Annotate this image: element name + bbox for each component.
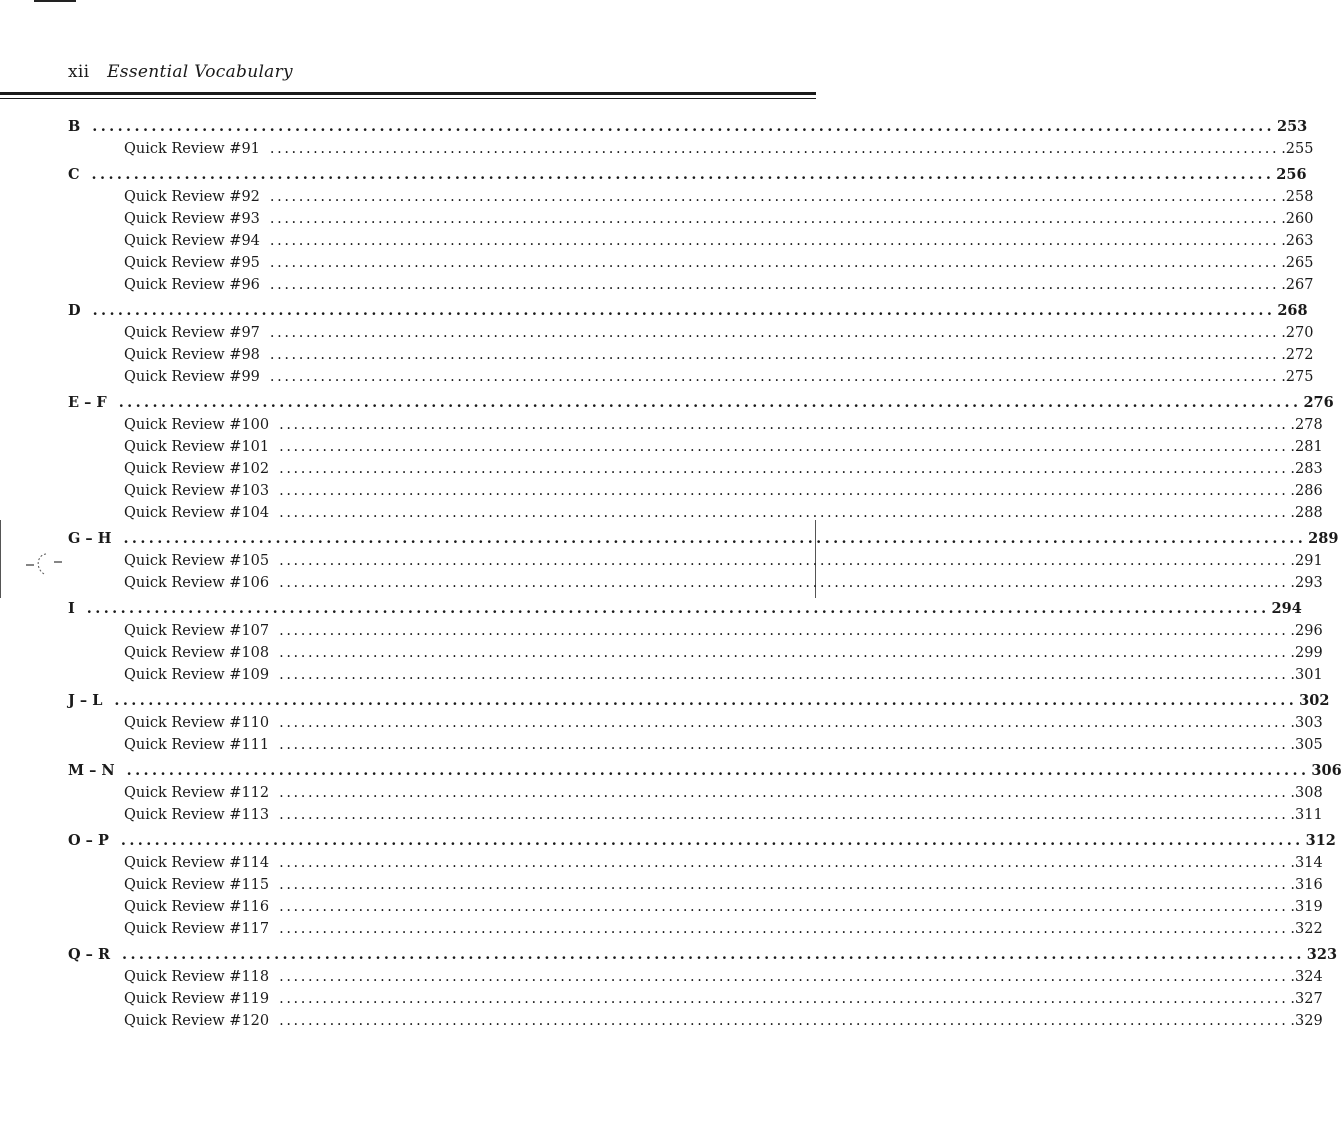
- dot-leader: ............................................................................................................................................: [123, 530, 1307, 547]
- toc-entry[interactable]: [68, 366, 1314, 388]
- toc-page-number: .272: [1281, 347, 1314, 363]
- header-rule-thin: [0, 98, 816, 99]
- toc-entry-label: Quick Review #110: [124, 715, 270, 731]
- toc-page-number: .301: [1290, 667, 1323, 683]
- toc-page-number: 312: [1305, 832, 1336, 849]
- toc-entry-label: Quick Review #92: [124, 189, 260, 205]
- toc-entry[interactable]: [68, 852, 1323, 874]
- dot-leader: ............................................................................................................................................: [92, 302, 1276, 319]
- dot-leader: ............................................................................................................................................: [269, 369, 1280, 385]
- toc-page-number: .303: [1290, 715, 1323, 731]
- toc-entry-label: Quick Review #94: [124, 233, 260, 249]
- toc-page-number: .305: [1290, 737, 1323, 753]
- toc-entry[interactable]: [68, 436, 1323, 458]
- toc-page-number: .293: [1290, 575, 1323, 591]
- toc-entry-label: Quick Review #117: [124, 921, 270, 937]
- dot-leader: ............................................................................................................................................: [279, 623, 1289, 639]
- toc-page-number: .299: [1290, 645, 1323, 661]
- toc-entry[interactable]: [68, 208, 1314, 230]
- toc-page-number: .288: [1290, 505, 1323, 521]
- dot-leader: ............................................................................................................................................: [279, 715, 1289, 731]
- book-title: Essential Vocabulary: [107, 62, 293, 82]
- toc-page-number: .311: [1290, 807, 1323, 823]
- dot-leader: ............................................................................................................................................: [279, 877, 1289, 893]
- toc-section: [68, 944, 1338, 1032]
- dot-leader: ............................................................................................................................................: [269, 233, 1280, 249]
- toc-page-number: .260: [1281, 211, 1314, 227]
- toc-page-number: .267: [1281, 277, 1314, 293]
- toc-entry[interactable]: [68, 414, 1323, 436]
- dot-leader: ............................................................................................................................................: [269, 277, 1280, 293]
- toc-page-number: .291: [1290, 553, 1323, 569]
- toc-entry-label: Quick Review #105: [124, 553, 270, 569]
- toc-section: [68, 598, 1323, 686]
- toc-entry-label: Quick Review #104: [124, 505, 270, 521]
- toc-page-number: .255: [1281, 141, 1314, 157]
- toc-section: [68, 830, 1336, 940]
- toc-page-number: .278: [1290, 417, 1323, 433]
- dot-leader: ............................................................................................................................................: [279, 737, 1289, 753]
- toc-entry[interactable]: [68, 502, 1323, 524]
- toc-entry[interactable]: [68, 804, 1323, 826]
- toc-section: [68, 164, 1314, 296]
- toc-page-number: .322: [1290, 921, 1323, 937]
- toc-page-number: .286: [1290, 483, 1323, 499]
- toc-page-number: .316: [1290, 877, 1323, 893]
- binder-hole-mark: [22, 548, 68, 578]
- toc-entry-label: Quick Review #96: [124, 277, 260, 293]
- toc-entry-label: Quick Review #95: [124, 255, 260, 271]
- toc-page-number: .296: [1290, 623, 1323, 639]
- toc-entry-label: Quick Review #111: [124, 737, 270, 753]
- toc-entry-label: Q – R: [68, 946, 111, 963]
- toc-entry[interactable]: [68, 734, 1323, 756]
- toc-entry-label: D: [68, 302, 81, 319]
- toc-page-number: 302: [1299, 692, 1330, 709]
- toc-entry-label: Quick Review #119: [124, 991, 270, 1007]
- toc-page-number: .314: [1290, 855, 1323, 871]
- toc-entry-label: B: [68, 118, 81, 135]
- toc-entry-label: Quick Review #113: [124, 807, 270, 823]
- toc-section: [68, 300, 1314, 388]
- dot-leader: ............................................................................................................................................: [279, 575, 1289, 591]
- toc-entry-label: Quick Review #103: [124, 483, 270, 499]
- toc-entry-label: Quick Review #107: [124, 623, 270, 639]
- dot-leader: ............................................................................................................................................: [279, 855, 1289, 871]
- toc-entry[interactable]: [68, 274, 1314, 296]
- toc-entry-label: I: [68, 600, 75, 617]
- crop-mark: [34, 0, 76, 2]
- dot-leader: ............................................................................................................................................: [279, 969, 1289, 985]
- toc-entry-label: Quick Review #120: [124, 1013, 270, 1029]
- table-of-contents: [68, 116, 1342, 1036]
- toc-section-heading[interactable]: [68, 830, 1336, 852]
- toc-section-heading[interactable]: [68, 690, 1330, 712]
- toc-entry-label: J – L: [68, 692, 103, 709]
- toc-entry[interactable]: [68, 138, 1314, 160]
- toc-page-number: .263: [1281, 233, 1314, 249]
- toc-entry[interactable]: [68, 322, 1314, 344]
- toc-page-number: .258: [1281, 189, 1314, 205]
- toc-section-heading[interactable]: [68, 598, 1302, 620]
- toc-entry[interactable]: [68, 1010, 1323, 1032]
- toc-section: [68, 760, 1342, 826]
- dot-leader: ............................................................................................................................................: [279, 899, 1289, 915]
- toc-entry-label: Quick Review #118: [124, 969, 270, 985]
- dot-leader: ............................................................................................................................................: [279, 921, 1289, 937]
- dot-leader: ............................................................................................................................................: [269, 325, 1280, 341]
- toc-page-number: 268: [1277, 302, 1308, 319]
- toc-section-heading[interactable]: [68, 760, 1342, 782]
- toc-section: [68, 528, 1339, 594]
- toc-section-heading[interactable]: [68, 944, 1338, 966]
- dot-leader: ............................................................................................................................................: [269, 141, 1280, 157]
- toc-entry-label: M – N: [68, 762, 115, 779]
- toc-entry[interactable]: [68, 966, 1323, 988]
- dot-leader: ............................................................................................................................................: [269, 211, 1280, 227]
- toc-entry-label: Quick Review #99: [124, 369, 260, 385]
- dot-leader: ............................................................................................................................................: [279, 785, 1289, 801]
- toc-entry-label: Quick Review #106: [124, 575, 270, 591]
- dot-leader: ............................................................................................................................................: [120, 832, 1304, 849]
- toc-page-number: 256: [1276, 166, 1307, 183]
- toc-page-number: .275: [1281, 369, 1314, 385]
- toc-page-number: .324: [1290, 969, 1323, 985]
- dot-leader: ............................................................................................................................................: [126, 762, 1310, 779]
- toc-page-number: 253: [1277, 118, 1308, 135]
- toc-page-number: .281: [1290, 439, 1323, 455]
- toc-section-heading[interactable]: [68, 300, 1308, 322]
- toc-page-number: .265: [1281, 255, 1314, 271]
- toc-entry-label: Quick Review #91: [124, 141, 260, 157]
- dot-leader: ............................................................................................................................................: [279, 667, 1289, 683]
- page-number: xii: [68, 62, 90, 82]
- toc-entry[interactable]: [68, 550, 1323, 572]
- toc-section: [68, 392, 1334, 524]
- dot-leader: ............................................................................................................................................: [92, 118, 1275, 135]
- dot-leader: ............................................................................................................................................: [279, 439, 1289, 455]
- toc-entry[interactable]: [68, 186, 1314, 208]
- toc-entry[interactable]: [68, 918, 1323, 940]
- toc-entry-label: C: [68, 166, 80, 183]
- toc-entry[interactable]: [68, 896, 1323, 918]
- toc-page-number: 306: [1311, 762, 1342, 779]
- left-edge-line: [0, 520, 1, 598]
- toc-entry[interactable]: [68, 874, 1323, 896]
- dot-leader: ............................................................................................................................................: [114, 692, 1298, 709]
- toc-entry[interactable]: [68, 620, 1323, 642]
- dot-leader: ............................................................................................................................................: [279, 553, 1289, 569]
- toc-entry-label: Quick Review #112: [124, 785, 270, 801]
- toc-section-heading[interactable]: [68, 392, 1334, 414]
- toc-page-number: .319: [1290, 899, 1323, 915]
- toc-entry-label: Quick Review #101: [124, 439, 270, 455]
- toc-entry-label: G – H: [68, 530, 112, 547]
- dot-leader: ............................................................................................................................................: [86, 600, 1270, 617]
- toc-entry-label: Quick Review #93: [124, 211, 260, 227]
- toc-section-heading[interactable]: [68, 528, 1339, 550]
- toc-page-number: .327: [1290, 991, 1323, 1007]
- toc-page-number: .308: [1290, 785, 1323, 801]
- running-head: [68, 62, 293, 82]
- toc-section-heading[interactable]: [68, 116, 1308, 138]
- toc-entry-label: Quick Review #115: [124, 877, 270, 893]
- toc-entry-label: E – F: [68, 394, 107, 411]
- toc-entry-label: Quick Review #102: [124, 461, 270, 477]
- dot-leader: ............................................................................................................................................: [279, 807, 1289, 823]
- toc-entry[interactable]: [68, 344, 1314, 366]
- toc-section-heading[interactable]: [68, 164, 1307, 186]
- header-rule-thick: [0, 92, 816, 95]
- dot-leader: ............................................................................................................................................: [279, 1013, 1289, 1029]
- dot-leader: ............................................................................................................................................: [269, 347, 1280, 363]
- dot-leader: ............................................................................................................................................: [279, 645, 1289, 661]
- toc-page-number: .283: [1290, 461, 1323, 477]
- toc-page-number: 294: [1271, 600, 1302, 617]
- toc-page-number: 289: [1308, 530, 1339, 547]
- toc-entry-label: Quick Review #97: [124, 325, 260, 341]
- toc-entry[interactable]: [68, 458, 1323, 480]
- toc-entry[interactable]: [68, 712, 1323, 734]
- toc-entry[interactable]: [68, 988, 1323, 1010]
- toc-entry[interactable]: [68, 642, 1323, 664]
- toc-entry[interactable]: [68, 480, 1323, 502]
- dot-leader: ............................................................................................................................................: [279, 483, 1289, 499]
- toc-page-number: 276: [1303, 394, 1334, 411]
- toc-entry[interactable]: [68, 252, 1314, 274]
- dot-leader: ............................................................................................................................................: [279, 505, 1289, 521]
- dot-leader: ............................................................................................................................................: [269, 255, 1280, 271]
- toc-entry[interactable]: [68, 572, 1323, 594]
- toc-section: [68, 116, 1314, 160]
- toc-entry-label: Quick Review #98: [124, 347, 260, 363]
- dot-leader: ............................................................................................................................................: [279, 991, 1289, 1007]
- toc-page-number: .270: [1281, 325, 1314, 341]
- toc-entry-label: O – P: [68, 832, 109, 849]
- toc-entry[interactable]: [68, 664, 1323, 686]
- toc-entry-label: Quick Review #108: [124, 645, 270, 661]
- dot-leader: ............................................................................................................................................: [122, 946, 1305, 963]
- toc-entry-label: Quick Review #116: [124, 899, 270, 915]
- toc-entry[interactable]: [68, 782, 1323, 804]
- toc-entry-label: Quick Review #109: [124, 667, 270, 683]
- toc-section: [68, 690, 1330, 756]
- dot-leader: ............................................................................................................................................: [91, 166, 1275, 183]
- dot-leader: ............................................................................................................................................: [118, 394, 1302, 411]
- toc-page-number: 323: [1306, 946, 1338, 963]
- dot-leader: ............................................................................................................................................: [269, 189, 1280, 205]
- toc-page-number: .329: [1290, 1013, 1323, 1029]
- dot-leader: ............................................................................................................................................: [279, 417, 1289, 433]
- toc-entry[interactable]: [68, 230, 1314, 252]
- toc-entry-label: Quick Review #114: [124, 855, 270, 871]
- dot-leader: ............................................................................................................................................: [279, 461, 1289, 477]
- toc-entry-label: Quick Review #100: [124, 417, 270, 433]
